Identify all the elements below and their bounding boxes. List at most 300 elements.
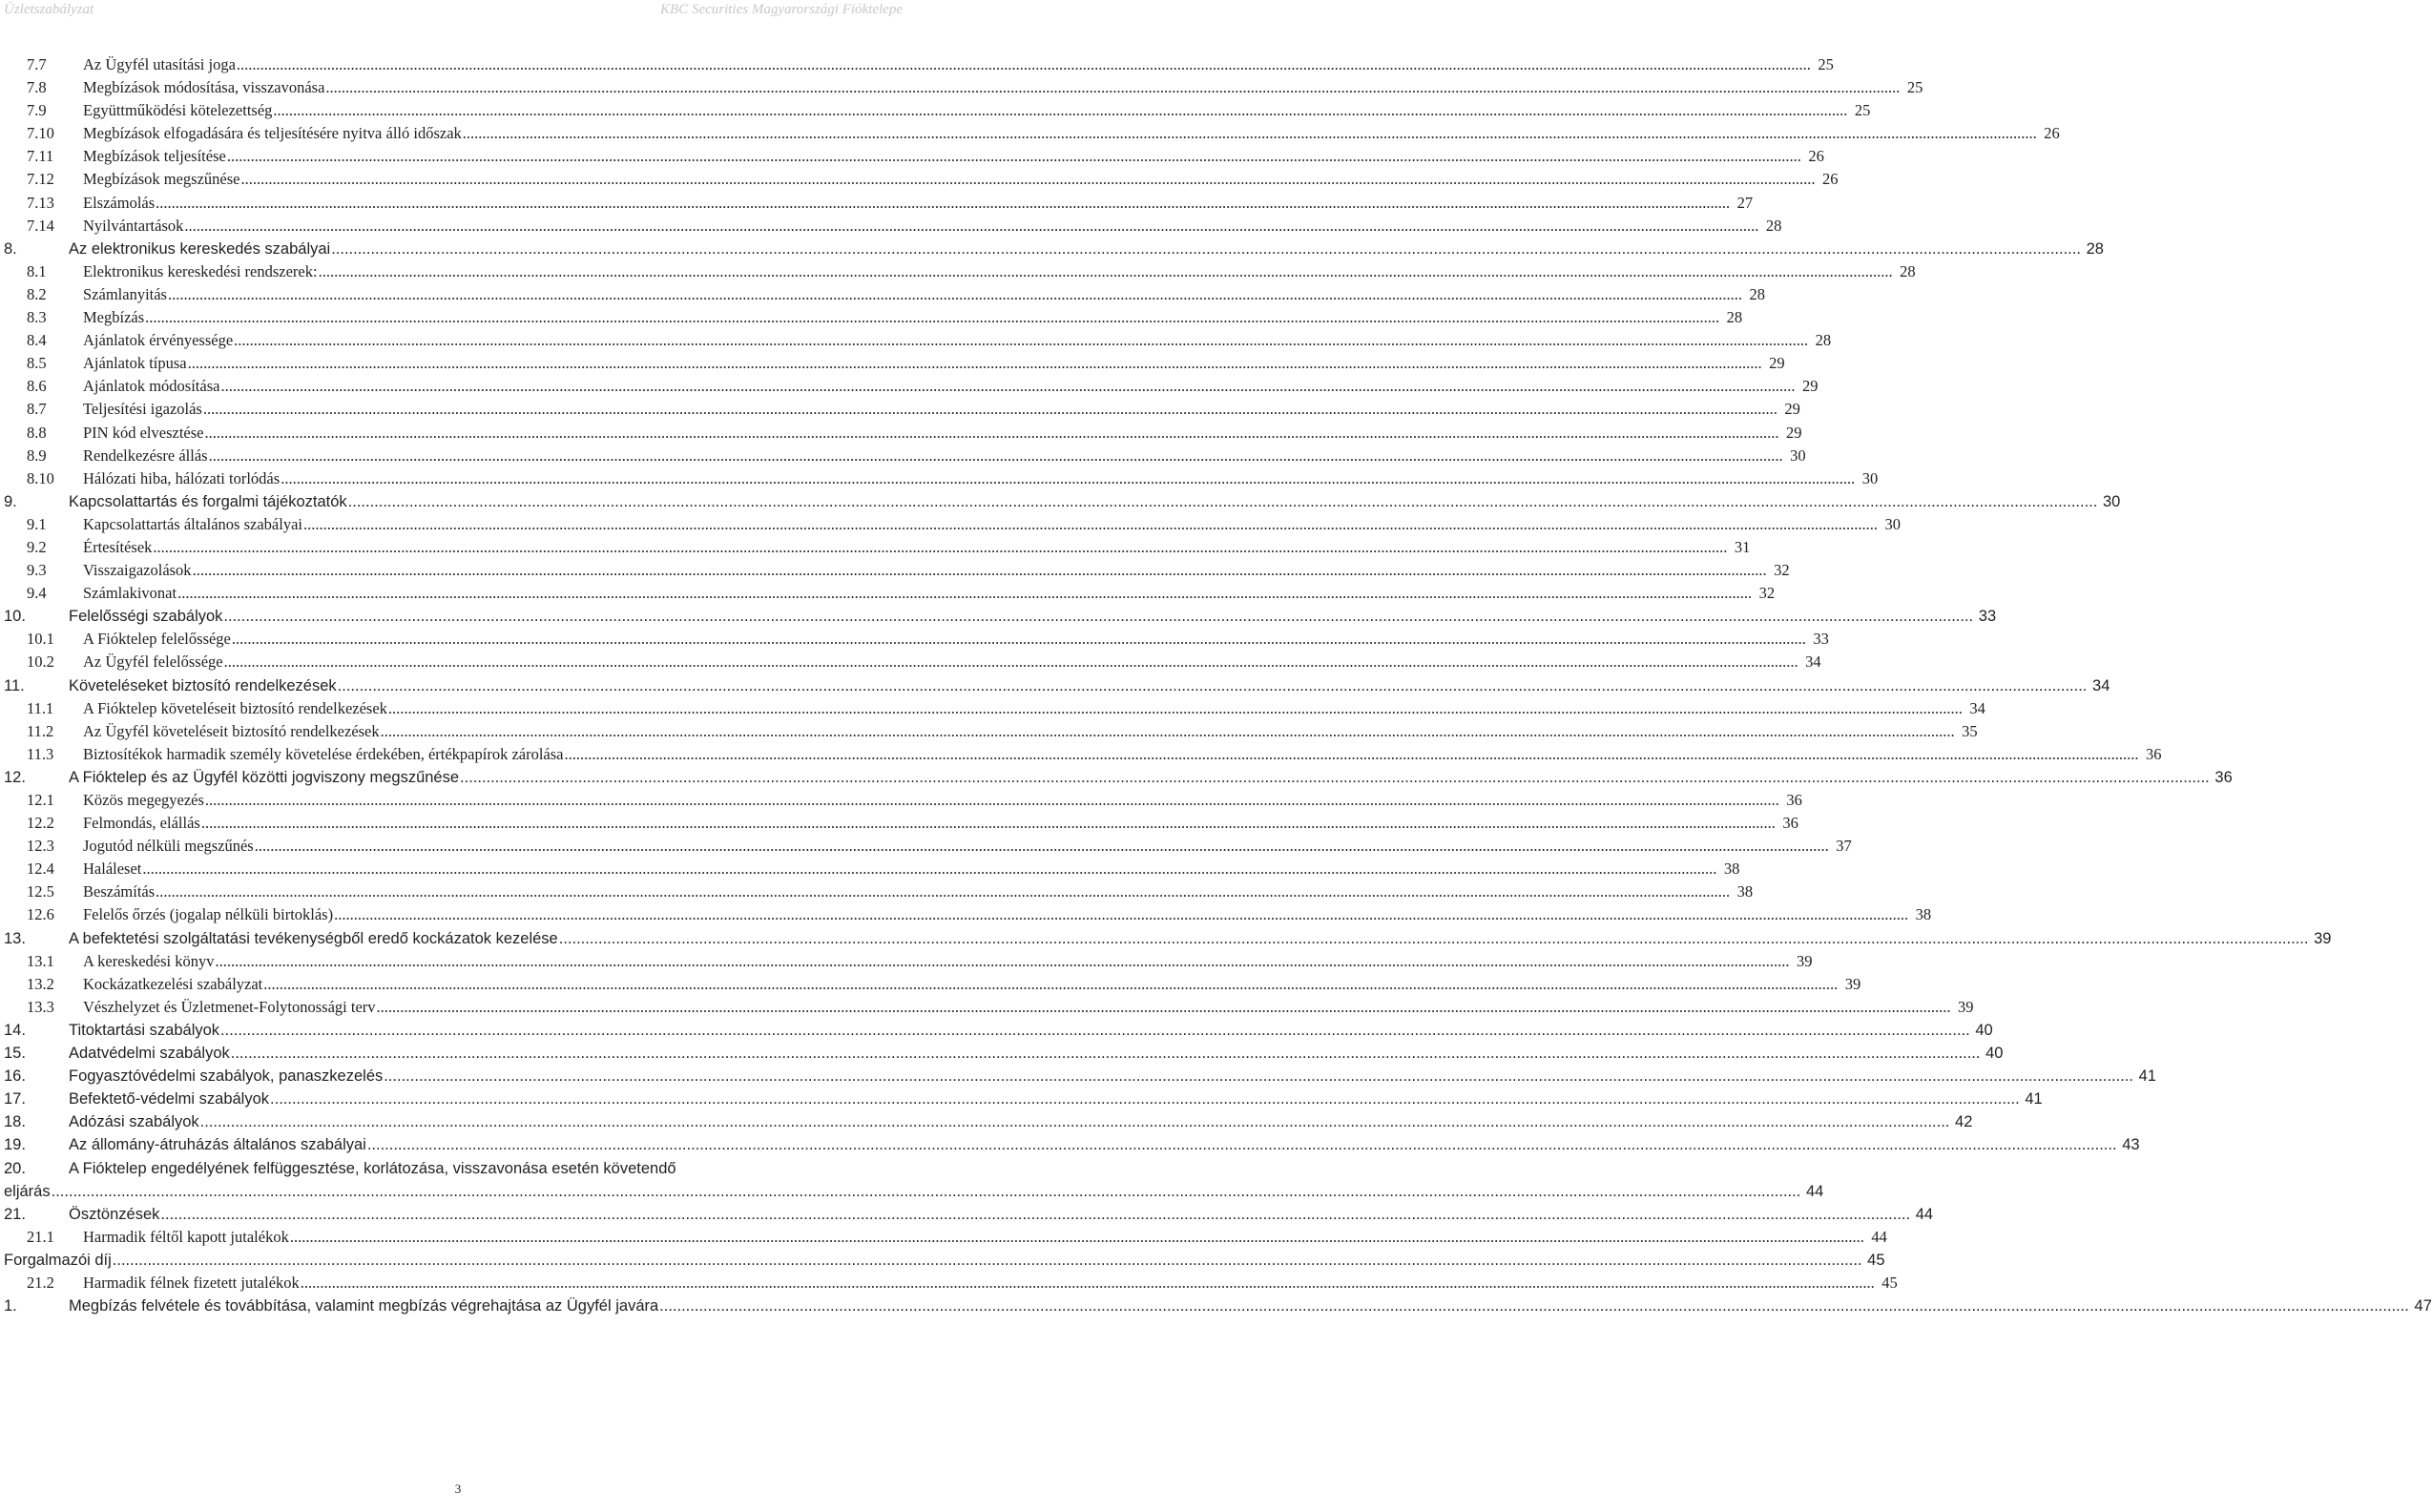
toc-entry[interactable] [0,605,1997,628]
toc-entry-leader [83,99,1871,122]
toc-entry-dot-leader: ................................................................................................................................................................................................................................................................................................................................................................................................................ [366,1136,2117,1154]
toc-entry[interactable] [0,559,1790,582]
toc-entry-page: 28 [1749,284,1765,303]
toc-entry-leader [83,260,1916,283]
toc-entry-title: Jogutód nélküli megszűnés [83,837,254,856]
toc-entry-title: Megbízások elfogadására és teljesítésére nyitva álló időszak [83,124,462,143]
toc-entry-title: Visszaigazolások [83,561,192,580]
toc-entry-dot-leader: ................................................................................................................................................................................................................................................................................................................................................................................................................ [177,584,1753,603]
toc-entry-title: Ajánlatok típusa [83,354,187,373]
toc-entry[interactable] [0,1295,2432,1317]
toc-entry-page: 26 [1822,170,1839,189]
toc-entry[interactable] [0,789,1802,812]
toc-entry-leader [83,1226,1887,1249]
toc-entry-leader [83,398,1800,421]
toc-entry-dot-leader: ................................................................................................................................................................................................................................................................................................................................................................................................................ [236,55,1811,73]
toc-entry[interactable] [0,903,1932,926]
toc-entry-page: 44 [1871,1227,1887,1246]
toc-entry-dot-leader: ................................................................................................................................................................................................................................................................................................................................................................................................................ [347,492,2098,510]
toc-entry-page: 33 [1813,630,1829,649]
toc-entry[interactable] [0,238,2104,260]
toc-entry-page: 32 [1774,561,1790,580]
toc-entry-dot-leader: ................................................................................................................................................................................................................................................................................................................................................................................................................ [167,284,1742,303]
toc-entry-dot-leader: ................................................................................................................................................................................................................................................................................................................................................................................................................ [240,170,1816,189]
toc-entry-page: 39 [2314,929,2332,947]
toc-entry[interactable] [0,215,1782,238]
toc-entry-title: Harmadik félnek fizetett jutalékok [83,1273,300,1292]
toc-entry-leader [83,996,1974,1019]
toc-entry-page: 36 [2214,768,2233,786]
toc-entry-page: 29 [1785,423,1802,442]
toc-entry-number: 11. [4,676,25,694]
toc-entry[interactable] [0,329,1832,352]
toc-entry-title: A Fióktelep felelőssége [83,630,231,649]
toc-entry-dot-leader: ................................................................................................................................................................................................................................................................................................................................................................................................................ [200,814,1776,833]
toc-entry-leader [83,582,1776,605]
toc-entry-leader [83,950,1813,973]
toc-entry[interactable] [0,53,1834,76]
toc-entry-number: 18. [4,1113,26,1131]
toc-entry[interactable] [0,1019,1993,1042]
toc-entry-leader [83,858,1740,880]
toc-entry-dot-leader: ................................................................................................................................................................................................................................................................................................................................................................................................................ [334,905,1909,924]
toc-entry-title: Megbízások teljesítése [83,147,226,166]
toc-entry-dot-leader: ................................................................................................................................................................................................................................................................................................................................................................................................................ [223,652,1798,672]
toc-entry-dot-leader: ................................................................................................................................................................................................................................................................................................................................................................................................................ [145,308,1720,327]
toc-entry-number: 10.1 [27,630,54,649]
toc-entry-title: PIN kód elvesztése [83,423,204,442]
toc-entry-title: A Fióktelep és az Ügyfél közötti jogviszony megszűnése [69,768,460,786]
toc-entry-page: 39 [1796,951,1813,970]
toc-entry-leader [69,1065,2156,1087]
toc-entry[interactable] [0,99,1871,122]
toc-entry-number: 7.10 [27,124,54,143]
toc-entry-dot-leader: ................................................................................................................................................................................................................................................................................................................................................................................................................ [318,261,1893,280]
toc-entry-number: 9.1 [27,514,47,533]
toc-entry-page: 28 [1765,216,1782,235]
toc-entry[interactable] [0,513,1901,536]
toc-entry-dot-leader: ................................................................................................................................................................................................................................................................................................................................................................................................................ [558,929,2309,947]
toc-entry-number: 21.1 [27,1227,54,1246]
toc-entry[interactable] [0,1180,1824,1203]
toc-entry-number: 20. [4,1159,26,1177]
toc-entry-dot-leader: ................................................................................................................................................................................................................................................................................................................................................................................................................ [460,768,2210,786]
toc-entry-dot-leader: ................................................................................................................................................................................................................................................................................................................................................................................................................ [160,1205,1911,1223]
toc-entry-page: 39 [1844,974,1861,993]
toc-entry-title: Beszámítás [83,882,156,901]
toc-entry-dot-leader: ................................................................................................................................................................................................................................................................................................................................................................................................................ [223,608,1974,626]
toc-entry-dot-leader: ................................................................................................................................................................................................................................................................................................................................................................................................................ [376,997,1951,1016]
toc-entry[interactable] [0,996,1974,1019]
toc-entry-number: 8.8 [27,423,47,442]
toc-entry-title: Haláleset [83,860,142,879]
toc-entry-leader [4,1249,1885,1272]
toc-entry-dot-leader: ................................................................................................................................................................................................................................................................................................................................................................................................................ [387,698,1963,717]
toc-entry-page: 38 [1723,860,1740,879]
toc-entry-dot-leader: ................................................................................................................................................................................................................................................................................................................................................................................................................ [202,400,1777,419]
toc-entry[interactable] [0,445,1806,467]
toc-entry-number: 8.3 [27,308,47,327]
toc-entry-number: 7.8 [27,78,47,97]
toc-entry-dot-leader: ................................................................................................................................................................................................................................................................................................................................................................................................................ [153,537,1728,556]
toc-entry-dot-leader: ................................................................................................................................................................................................................................................................................................................................................................................................................ [184,216,1759,235]
toc-entry-title: Forgalmazói díj [4,1251,112,1269]
toc-entry[interactable] [0,674,2110,697]
toc-entry-dot-leader: ................................................................................................................................................................................................................................................................................................................................................................................................................ [208,445,1783,465]
toc-entry-title: eljárás [4,1182,51,1200]
toc-entry-title: Kapcsolattartás és forgalmi tájékoztatók [69,492,347,510]
toc-entry-number: 9.3 [27,561,47,580]
toc-entry-page: 34 [1805,652,1821,672]
toc-entry[interactable] [0,766,2233,789]
toc-entry[interactable] [0,835,1852,858]
toc-entry-number: 12.3 [27,837,54,856]
toc-entry-leader [69,766,2233,789]
page-number: 3 [454,1481,462,1496]
toc-entry-page: 26 [1808,147,1824,166]
toc-entry-page: 42 [1955,1113,1973,1131]
toc-entry-title: Vészhelyzet és Üzletmenet-Folytonossági terv [83,997,376,1016]
toc-entry-number: 7.7 [27,55,47,73]
toc-entry-leader [83,835,1852,858]
header-left-title: Üzletszabályzat [4,2,94,17]
toc-entry-number: 9.2 [27,537,47,556]
toc-entry-number: 10. [4,608,26,626]
toc-entry[interactable] [0,283,1765,306]
toc-entry-page: 31 [1734,537,1751,556]
toc-entry-page: 28 [1900,261,1916,280]
toc-entry-dot-leader: ................................................................................................................................................................................................................................................................................................................................................................................................................ [204,423,1779,442]
toc-entry-leader [83,375,1819,398]
toc-entry-page: 38 [1915,905,1932,924]
toc-entry-leader [83,306,1743,329]
toc-entry-number: 13.1 [27,951,54,970]
toc-entry-title: Nyilvántartások [83,216,184,235]
toc-entry-leader [83,903,1932,926]
toc-entry-dot-leader: ................................................................................................................................................................................................................................................................................................................................................................................................................ [156,193,1731,212]
toc-entry-title: A kereskedési könyv [83,951,215,970]
toc-entry[interactable] [0,1249,1885,1272]
toc-entry-leader [69,1203,1934,1226]
toc-entry-title: Megbízások megszűnése [83,170,240,189]
toc-entry[interactable] [0,1110,1973,1133]
toc-entry-page: 43 [2122,1136,2140,1154]
toc-entry-dot-leader: ................................................................................................................................................................................................................................................................................................................................................................................................................ [331,239,2081,258]
toc-entry-title: Harmadik féltől kapott jutalékok [83,1227,289,1246]
toc-entry-leader [83,215,1782,238]
toc-entry-leader [83,76,1923,99]
toc-entry-number: 12.6 [27,905,54,924]
toc-entry-page: 41 [2138,1067,2156,1086]
toc-entry-dot-leader: ................................................................................................................................................................................................................................................................................................................................................................................................................ [564,744,2139,763]
toc-entry[interactable] [0,422,1802,445]
toc-entry[interactable] [0,306,1743,329]
toc-entry-page: 29 [1769,354,1785,373]
toc-entry-title: Értesítések [83,537,153,556]
toc-entry[interactable] [0,122,2060,145]
toc-entry[interactable] [0,1087,2043,1110]
toc-entry-title: Felelősségi szabályok [69,608,223,626]
toc-entry-dot-leader: ................................................................................................................................................................................................................................................................................................................................................................................................................ [234,331,1809,350]
toc-entry-page: 44 [1805,1182,1824,1200]
toc-entry-leader [83,628,1829,651]
toc-entry-leader [83,422,1802,445]
toc-entry-dot-leader: ................................................................................................................................................................................................................................................................................................................................................................................................................ [142,860,1717,879]
toc-entry-number: 15. [4,1045,26,1063]
toc-entry-leader [69,1087,2043,1110]
toc-entry-number: 8.10 [27,468,54,487]
toc-entry-number: 12. [4,768,26,786]
toc-entry[interactable] [0,1203,1934,1226]
toc-entry[interactable] [0,536,1751,559]
toc-entry-page: 41 [2025,1090,2043,1108]
toc-entry-number: 11.3 [27,744,54,763]
toc-entry-dot-leader: ................................................................................................................................................................................................................................................................................................................................................................................................................ [281,468,1856,487]
toc-entry[interactable] [0,398,1800,421]
toc-entry[interactable] [0,168,1839,191]
toc-entry-title: Közös megegyezés [83,791,204,809]
toc-entry[interactable] [0,1133,2140,1156]
toc-entry-dot-leader: ................................................................................................................................................................................................................................................................................................................................................................................................................ [384,1067,2133,1086]
toc-entry-leader [69,1042,2004,1065]
toc-entry-title: Ajánlatok érvényessége [83,331,234,350]
toc-entry[interactable] [0,467,1879,490]
toc-entry-page: 30 [1790,445,1806,465]
toc-entry-number: 19. [4,1136,26,1154]
toc-entry-dot-leader: ................................................................................................................................................................................................................................................................................................................................................................................................................ [192,561,1767,580]
toc-entry-title: Az állomány-átruházás általános szabályai [69,1136,366,1154]
toc-entry-dot-leader: ................................................................................................................................................................................................................................................................................................................................................................................................................ [263,974,1839,993]
toc-entry[interactable] [0,651,1821,673]
toc-entry-number: 8.6 [27,377,47,396]
toc-entry-leader [69,238,2104,260]
toc-entry[interactable] [0,812,1798,835]
toc-entry[interactable] [0,1272,1898,1295]
toc-entry-dot-leader: ................................................................................................................................................................................................................................................................................................................................................................................................................ [380,721,1955,740]
toc-entry-page: 36 [1782,814,1798,833]
toc-entry-leader [83,559,1790,582]
toc-entry-page: 28 [1815,331,1832,350]
toc-entry-title: Adózási szabályok [69,1113,199,1131]
toc-entry[interactable] [0,582,1776,605]
toc-entry-page: 30 [1884,514,1901,533]
toc-entry-title: Befektető-védelmi szabályok [69,1090,270,1108]
toc-entry[interactable] [0,352,1785,375]
toc-entry-title: Titoktartási szabályok [69,1021,220,1039]
toc-entry-leader [69,1133,2140,1156]
toc-entry-title: Számlanyitás [83,284,167,303]
toc-entry[interactable] [0,490,2121,513]
toc-entry-dot-leader: ................................................................................................................................................................................................................................................................................................................................................................................................................ [112,1251,1862,1269]
toc-entry-title: Az elektronikus kereskedés szabályai [69,239,331,258]
toc-entry-number: 21. [4,1205,26,1223]
toc-entry-page: 39 [1958,997,1974,1016]
toc-entry-number: 16. [4,1067,26,1086]
toc-entry-number: 8.5 [27,354,47,373]
toc-entry-title: A Fióktelep követeléseit biztosító rendelkezések [83,698,387,717]
toc-entry-dot-leader: ................................................................................................................................................................................................................................................................................................................................................................................................................ [220,377,1796,396]
toc-entry-dot-leader: ................................................................................................................................................................................................................................................................................................................................................................................................................ [300,1273,1875,1292]
toc-entry-page: 25 [1854,101,1871,120]
toc-entry-page: 36 [1786,791,1802,809]
toc-entry[interactable] [0,260,1916,283]
toc-entry-dot-leader: ................................................................................................................................................................................................................................................................................................................................................................................................................ [230,1045,1981,1063]
toc-entry-title: A befektetési szolgáltatási tevékenységből eredő kockázatok kezelése [69,929,558,947]
toc-entry-leader [83,743,2162,766]
toc-entry-leader [69,927,2332,950]
toc-entry-dot-leader: ................................................................................................................................................................................................................................................................................................................................................................................................................ [289,1227,1864,1246]
toc-entry-title: Ajánlatok módosítása [83,377,220,396]
toc-entry-number: 8.1 [27,261,47,280]
toc-entry-dot-leader: ................................................................................................................................................................................................................................................................................................................................................................................................................ [215,951,1790,970]
toc-entry-dot-leader: ................................................................................................................................................................................................................................................................................................................................................................................................................ [337,676,2088,694]
toc-entry[interactable] [0,720,1978,743]
toc-entry-title: Felelős őrzés (jogalap nélküli birtoklás) [83,905,334,924]
toc-entry-page: 45 [1881,1273,1898,1292]
toc-entry[interactable] [0,973,1861,996]
toc-entry-title: Megbízás [83,308,145,327]
toc-entry[interactable] [0,1226,1887,1249]
toc-entry-number: 8.9 [27,445,47,465]
toc-entry-title: Elszámolás [83,193,156,212]
toc-entry-leader [69,1019,1993,1042]
toc-entry-title: Az Ügyfél utasítási joga [83,55,236,73]
toc-entry-page: 25 [1906,78,1923,97]
toc-entry-title: Hálózati hiba, hálózati torlódás [83,468,281,487]
toc-entry[interactable] [0,145,1824,168]
toc-entry-page: 34 [1969,698,1985,717]
toc-entry-leader [83,789,1802,812]
toc-entry-dot-leader: ................................................................................................................................................................................................................................................................................................................................................................................................................ [204,791,1779,809]
toc-entry-title: Az Ügyfél felelőssége [83,652,223,672]
toc-entry-page: 28 [2086,239,2104,258]
toc-entry[interactable] [0,858,1740,880]
toc-entry-leader [83,192,1754,215]
toc-entry-leader [83,651,1821,673]
toc-entry-number: 12.5 [27,882,54,901]
toc-entry[interactable] [0,743,2162,766]
toc-entry-title: Biztosítékok harmadik személy követelése érdekében, értékpapírok zárolása [83,744,564,763]
toc-entry-number: 11.1 [27,698,54,717]
toc-entry-leader [69,490,2121,513]
toc-entry-page: 36 [2146,744,2162,763]
toc-entry-dot-leader: ................................................................................................................................................................................................................................................................................................................................................................................................................ [462,124,2037,143]
toc-entry-title: Együttműködési kötelezettség [83,101,273,120]
toc-entry-leader [83,720,1978,743]
toc-entry-page: 40 [1985,1045,2004,1063]
page-header [0,0,916,29]
toc-entry-page: 25 [1818,55,1834,73]
toc-entry-page: 27 [1736,193,1754,212]
toc-entry[interactable] [0,375,1819,398]
toc-entry-title: Követeléseket biztosító rendelkezések [69,676,337,694]
toc-entry-number: 9.4 [27,584,47,603]
toc-entry-dot-leader: ................................................................................................................................................................................................................................................................................................................................................................................................................ [231,630,1806,649]
toc-entry-title: A Fióktelep engedélyének felfüggesztése, korlátozása, visszavonása esetén követendő [69,1159,676,1177]
toc-entry[interactable] [0,76,1923,99]
toc-entry-dot-leader: ................................................................................................................................................................................................................................................................................................................................................................................................................ [226,147,1801,166]
toc-entry-number: 12.4 [27,860,54,879]
toc-entry-number: 7.13 [27,193,54,212]
toc-entry-number: 10.2 [27,652,54,672]
toc-entry-title: Felmondás, elállás [83,814,200,833]
toc-entry-page: 47 [2414,1297,2432,1315]
toc-entry-number: 7.9 [27,101,47,120]
toc-entry-number: 13.2 [27,974,54,993]
toc-entry[interactable] [0,628,1829,651]
toc-entry-page: 45 [1867,1251,1885,1269]
toc-entry[interactable] [0,927,2332,950]
toc-entry-leader [83,283,1765,306]
toc-entry-page: 30 [1861,468,1879,487]
toc-entry-dot-leader: ................................................................................................................................................................................................................................................................................................................................................................................................................ [254,837,1829,856]
toc-entry-dot-leader: ................................................................................................................................................................................................................................................................................................................................................................................................................ [325,78,1901,97]
toc-entry-title: Teljesítési igazolás [83,400,202,419]
toc-entry-leader [4,1180,1824,1203]
toc-entry-leader [69,1295,2432,1317]
toc-entry-number: 14. [4,1021,26,1039]
toc-entry-title: Rendelkezésre állás [83,445,208,465]
toc-entry-page: 34 [2092,676,2110,694]
toc-entry-title: Megbízás felvétele és továbbítása, valamint megbízás végrehajtása az Ügyfél javára [69,1297,659,1315]
toc-entry[interactable] [0,950,1813,973]
toc-entry-leader [83,352,1785,375]
toc-entry-number: 8. [4,239,17,258]
toc-entry-leader [69,1110,1973,1133]
toc-entry-page: 30 [2103,492,2121,510]
toc-entry-number: 8.2 [27,284,47,303]
toc-entry[interactable] [0,1065,2156,1087]
toc-entry[interactable] [0,192,1754,215]
toc-entry-number: 17. [4,1090,26,1108]
toc-entry[interactable] [0,880,1754,903]
toc-entry-dot-leader: ................................................................................................................................................................................................................................................................................................................................................................................................................ [156,882,1731,901]
toc-entry-number: 21.2 [27,1273,54,1292]
toc-entry-title: Fogyasztóvédelmi szabályok, panaszkezelés [69,1067,384,1086]
toc-entry-leader [83,973,1861,996]
toc-entry-dot-leader: ................................................................................................................................................................................................................................................................................................................................................................................................................ [187,354,1762,373]
toc-entry-leader [69,1157,906,1180]
toc-entry-number: 8.7 [27,400,47,419]
toc-entry-leader [83,53,1834,76]
toc-entry-leader [83,513,1901,536]
toc-entry-dot-leader: ................................................................................................................................................................................................................................................................................................................................................................................................................ [220,1021,1970,1039]
toc-entry[interactable] [0,1157,916,1180]
toc-entry-number: 7.12 [27,170,54,189]
toc-entry-number: 8.4 [27,331,47,350]
toc-entry-title: Elektronikus kereskedési rendszerek: [83,261,318,280]
toc-entry-leader [83,880,1754,903]
toc-entry-leader [83,467,1879,490]
toc-entry-page: 29 [1801,377,1819,396]
toc-entry-number: 11.2 [27,721,54,740]
toc-entry-number: 7.11 [27,147,54,166]
toc-entry-page: 38 [1736,882,1754,901]
toc-entry-title: Kapcsolattartás általános szabályai [83,514,302,533]
toc-entry-page: 32 [1758,584,1776,603]
toc-entry[interactable] [0,697,1985,720]
toc-entry-page: 37 [1836,837,1852,856]
toc-entry[interactable] [0,1042,2004,1065]
toc-entry-dot-leader: ................................................................................................................................................................................................................................................................................................................................................................................................................ [51,1182,1801,1200]
toc-entry-number: 1. [4,1297,17,1315]
toc-entry-page: 40 [1975,1021,1993,1039]
toc-entry-page: 29 [1784,400,1800,419]
toc-entry-title: Ösztönzések [69,1205,160,1223]
toc-entry-number: 12.1 [27,791,54,809]
table-of-contents [0,53,2432,1317]
toc-entry-number: 7.14 [27,216,54,235]
